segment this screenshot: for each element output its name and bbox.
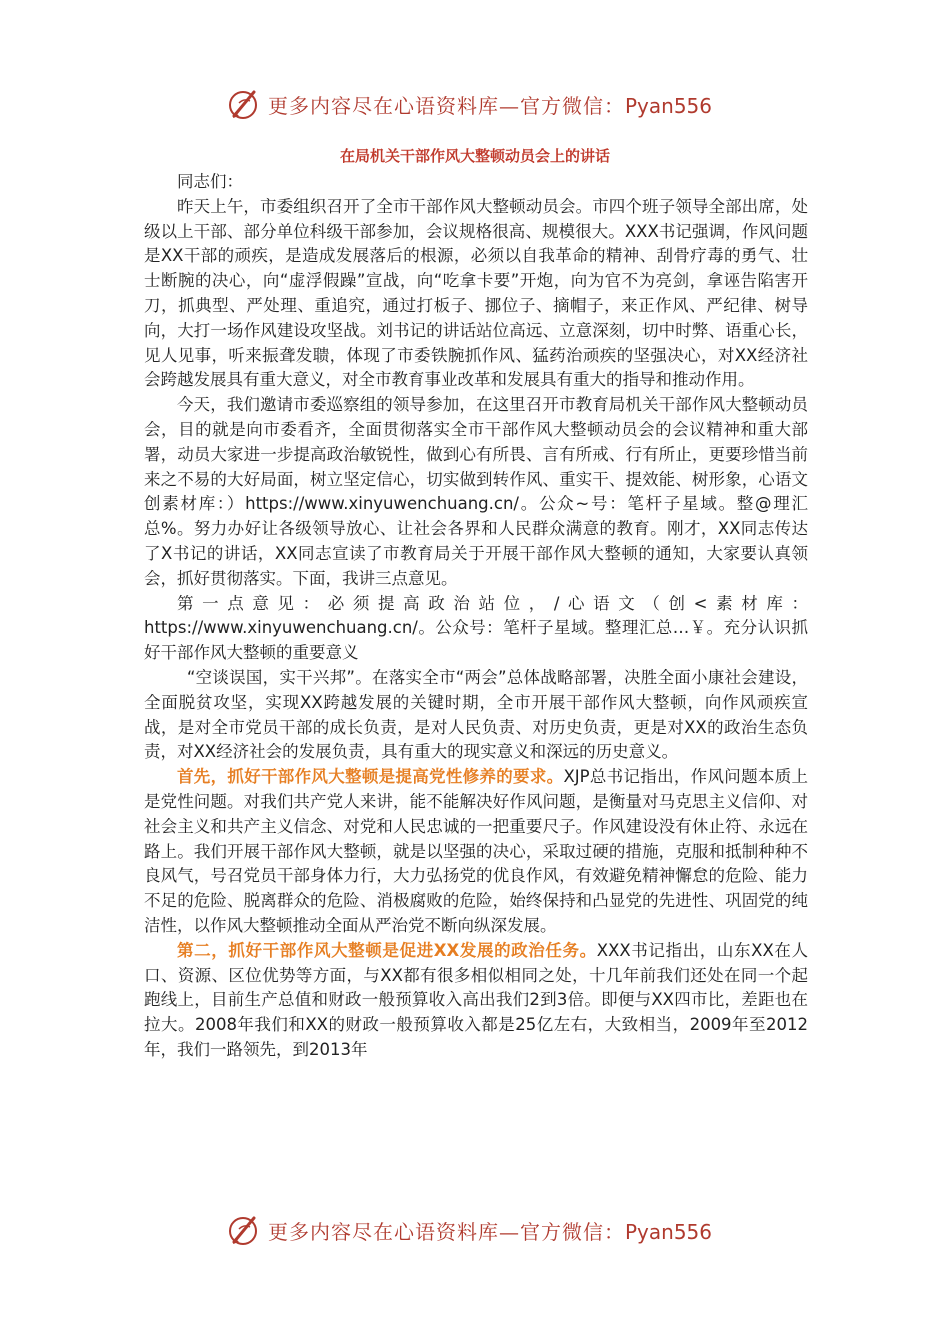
pen-logo-icon xyxy=(226,1212,262,1248)
banner-text: 更多内容尽在心语资料库—官方微信：Pyan556 xyxy=(268,1219,713,1244)
pen-logo-icon xyxy=(226,86,262,122)
paragraph-5-text: XJP总书记指出，作风问题本质上是党性问题。对我们共产党人来讲，能不能解决好作风问题，是衡量对马克思主义信仰、对社会主义和共产主义信念、对党和人民忠诚的一把重要尺子。作风建设没有休止符、永远在路上。我们开展干部作风大整顿，就是以坚强的决心，采取过硬的措施，克服和抵制种种不良风气，号召党员干部身体力行，大力弘扬党的优良作风，有效避免精神懈怠的危险、能力不足的危险、脱离群众的危险、消极腐败的危险，始终保持和凸显党的先进性、巩固党的纯洁性，以作风大整顿推动全面从严治党不断向纵深发展。 xyxy=(144,767,808,935)
header-banner xyxy=(0,82,950,126)
paragraph-4: “空谈误国，实干兴邦”。在落实全市“两会”总体战略部署，决胜全面小康社会建设，全面脱贫攻坚，实现XX跨越发展的关键时期，全市开展干部作风大整顿，向作风顽疾宣战，是对全市党员干部的成长负责，是对人民负责、对历史负责，更是对XX的政治生态负责，对XX经济社会的发展负责，具有重大的现实意义和深远的历史意义。 xyxy=(144,667,808,762)
paragraph-6 xyxy=(144,939,808,1063)
section-heading-1: 首先，抓好干部作风大整顿是提高党性修养的要求。 xyxy=(177,767,564,787)
paragraph-5 xyxy=(144,765,808,939)
document-title: 在局机关干部作风大整顿动员会上的讲话 xyxy=(339,147,610,165)
document-body xyxy=(144,170,808,1063)
paragraph-6-text: XXX书记指出，山东XX在人口、资源、区位优势等方面，与XX都有很多相似相同之处，十几年前我们还处在同一个起跑线上，目前生产总值和财政一般预算收入高出我们2到3倍。即便与XX四市比，差距也在拉大。2008年我们和XX的财政一般预算收入都是25亿左右，大致相当，2009年至2012年，我们一路领先，到2013年 xyxy=(144,940,808,1059)
footer-banner xyxy=(0,1208,950,1252)
paragraph-1: 昨天上午，市委组织召开了全市干部作风大整顿动员会。市四个班子领导全部出席，处级以上干部、部分单位科级干部参加，会议规格很高、规模很大。XXX书记强调，作风问题是XX干部的顽疾，是造成发展落后的根源，必须以自我革命的精神、刮骨疗毒的勇气、壮士断腕的决心，向“虚浮假躁”宣战，向“吃拿卡要”开炮，向为官不为亮剑，拿诬告陷害开刀，抓典型、严处理、重追究，通过打板子、挪位子、摘帽子，来正作风、严纪律、树导向，大打一场作风建设攻坚战。刘书记的讲话站位高远、立意深刻，切中时弊、语重心长，见人见事，听来振聋发聩，体现了市委铁腕抓作风、猛药治顽疾的坚强决心，对XX经济社会跨越发展具有重大意义，对全市教育事业改革和发展具有重大的指导和推动作用。 xyxy=(144,196,808,390)
banner-text: 更多内容尽在心语资料库—官方微信：Pyan556 xyxy=(268,93,713,118)
salutation: 同志们： xyxy=(177,172,243,191)
paragraph-2: 今天，我们邀请市委巡察组的领导参加，在这里召开市教育局机关干部作风大整顿动员会，目的就是向市委看齐，全面贯彻落实全市干部作风大整顿动员会的会议精神和重大部署，动员大家进一步提高政治敏锐性，做到心有所畏、言有所戒、行有所止，更要珍惜当前来之不易的大好局面，树立坚定信心，切实做到转作风、重实干、提效能、树形象，心语文创素材库：）https://www.xinyuwenchuang.cn/。公众~号：笔杆子星域。整@理汇总%。努力办好让各级领导放心、让社会各界和人民群众满意的教育。刚才，XX同志传达了X书记的讲话，XX同志宣读了市教育局关于开展干部作风大整顿的通知，大家要认真领会，抓好贯彻落实。下面，我讲三点意见。 xyxy=(144,395,808,588)
paragraph-3: 第一点意见：必须提高政治站位，/心语文（创<素材库：https://www.xinyuwenchuang.cn/。公众号：笔杆子星域。整理汇总…￥。充分认识抓好干部作风大整顿的重要意义 xyxy=(144,593,808,663)
section-heading-2: 第二，抓好干部作风大整顿是促进XX发展的政治任务。 xyxy=(177,940,597,960)
